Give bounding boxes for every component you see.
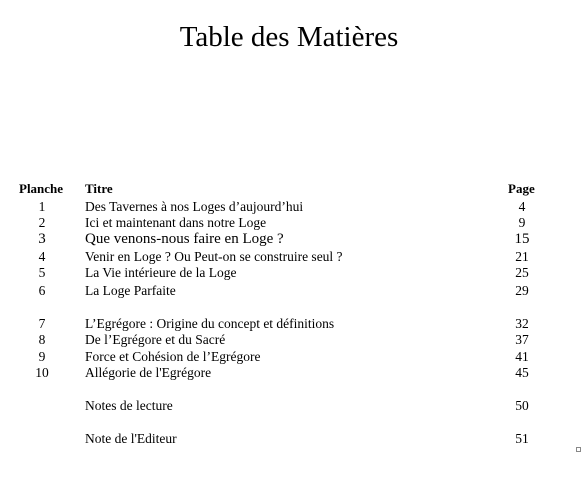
toc-entry-title: Des Tavernes à nos Loges d’aujourd’hui xyxy=(85,199,304,214)
toc-entry xyxy=(0,364,586,381)
toc-entry-page: 25 xyxy=(515,265,529,280)
toc-entry-page: 41 xyxy=(515,349,529,364)
header-planche: Planche xyxy=(19,181,64,196)
toc-entry-page: 45 xyxy=(515,365,529,380)
header-titre: Titre xyxy=(85,181,113,196)
toc-entry-title: Notes de lecture xyxy=(85,398,173,413)
page-title: Table des Matières xyxy=(179,21,399,53)
toc-entry xyxy=(0,430,586,447)
toc-entry-number: 1 xyxy=(38,199,46,214)
toc-entry-title: De l’Egrégore et du Sacré xyxy=(85,332,226,347)
toc-entry xyxy=(0,282,586,299)
toc-entry-page: 32 xyxy=(515,316,529,331)
toc-entry-title: Ici et maintenant dans notre Loge xyxy=(85,215,267,230)
toc-entry-title: L’Egrégore : Origine du concept et définitions xyxy=(85,316,335,331)
toc-entry xyxy=(0,214,586,231)
toc-entry xyxy=(0,198,586,215)
toc-entry xyxy=(0,348,586,365)
toc-entry-number: 5 xyxy=(38,265,46,280)
toc-entry-page: 29 xyxy=(515,283,529,298)
toc-entry-number: 9 xyxy=(38,349,46,364)
toc-entry-title: Allégorie de l'Egrégore xyxy=(85,365,212,380)
toc-entry-number: 7 xyxy=(38,316,46,331)
toc-entry xyxy=(0,264,586,281)
toc-entry xyxy=(0,248,586,265)
toc-entry-number: 3 xyxy=(38,231,46,247)
toc-entry-title: Venir en Loge ? Ou Peut-on se construire seul ? xyxy=(85,249,343,264)
header-page: Page xyxy=(508,181,535,196)
toc-entry-page: 50 xyxy=(515,398,529,413)
toc-entry-page: 9 xyxy=(518,215,526,230)
toc-entry-number: 2 xyxy=(38,215,46,230)
toc-entry-title: Note de l'Editeur xyxy=(85,431,177,446)
toc-entry xyxy=(0,231,586,248)
toc-entry-page: 15 xyxy=(514,231,530,247)
toc-entry-number: 8 xyxy=(38,332,46,347)
toc-entry xyxy=(0,397,586,414)
toc-entry-title: La Vie intérieure de la Loge xyxy=(85,265,237,280)
toc-entry-title: La Loge Parfaite xyxy=(85,283,176,298)
toc-entry-number: 6 xyxy=(38,283,46,298)
toc-entry-page: 4 xyxy=(518,199,526,214)
toc-entry-page: 37 xyxy=(515,332,529,347)
toc-entry-number: 10 xyxy=(35,365,49,380)
toc-entry-page: 21 xyxy=(515,249,529,264)
toc-entry xyxy=(0,331,586,348)
toc-entry xyxy=(0,315,586,332)
toc-entry-title: Force et Cohésion de l’Egrégore xyxy=(85,349,261,364)
toc-entry-number: 4 xyxy=(38,249,46,264)
toc-entry-page: 51 xyxy=(515,431,529,446)
toc-entry-title: Que venons-nous faire en Loge ? xyxy=(85,231,284,247)
small-square-marker-icon xyxy=(576,447,581,452)
